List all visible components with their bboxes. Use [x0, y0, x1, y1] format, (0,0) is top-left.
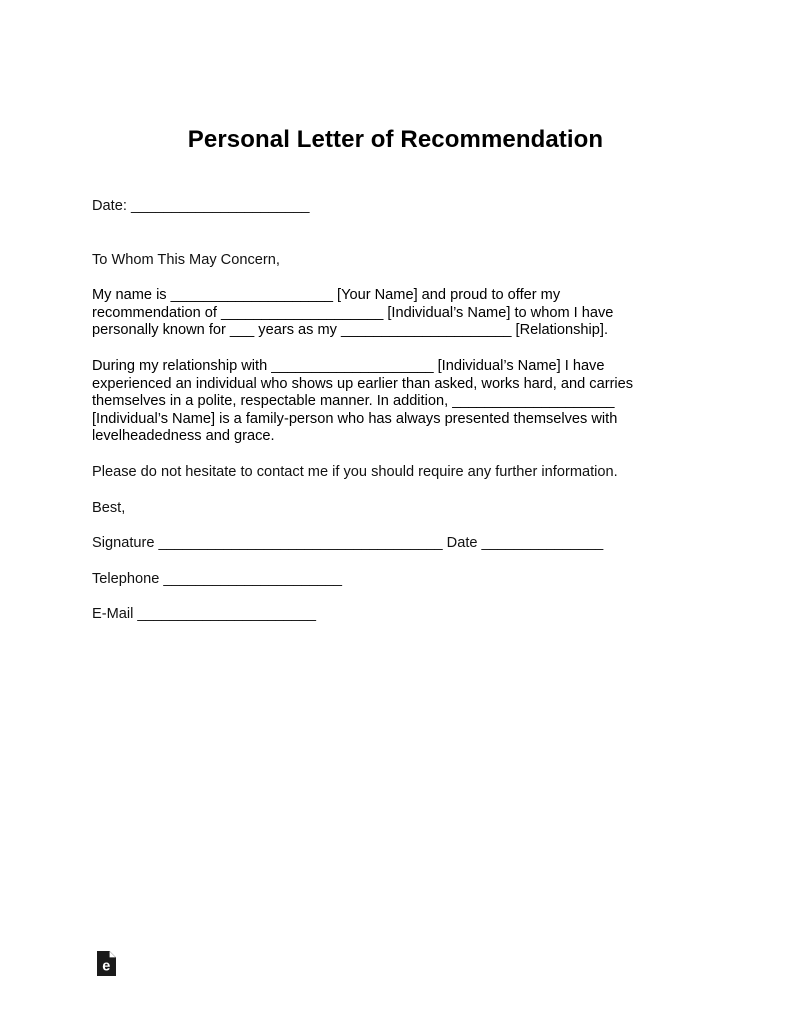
- email-blank[interactable]: ______________________: [133, 606, 316, 623]
- eforms-document-icon: [97, 951, 116, 976]
- signature-label: Signature: [92, 535, 155, 552]
- date-label: Date:: [92, 198, 127, 214]
- paragraph-introduction: My name is ____________________ [Your Name] and proud to offer my recommendation of ____________________ [Individual’s Name] to whom I have personally known for ___ years as my _____________________ [Relationship].: [92, 287, 614, 339]
- date-line: [92, 198, 672, 216]
- svg-text:e: e: [102, 958, 111, 975]
- telephone-label: Telephone: [92, 570, 160, 587]
- signature-date-blank[interactable]: _______________: [477, 535, 604, 552]
- salutation-line: To Whom This May Concern,: [92, 251, 280, 268]
- closing-request-line: Please do not hesitate to contact me if you should require any further information.: [92, 463, 618, 480]
- email-line: [92, 606, 672, 624]
- sign-off-line: Best,: [92, 499, 126, 516]
- email-label: E-Mail: [92, 606, 134, 623]
- paragraph-relationship: During my relationship with ____________________ [Individual’s Name] I have experienced an individual who shows up earlier than asked, works hard, and carries themselves in a polite, respectable manner. In addition, ____________________ [Individual’s Name] is a family-person who has always presented themselves with levelheadedness and grace.: [92, 357, 634, 445]
- letter-body: [92, 198, 672, 624]
- page-title: Personal Letter of Recommendation: [187, 126, 604, 154]
- telephone-line: [92, 571, 672, 589]
- signature-blank[interactable]: ___________________________________: [154, 535, 447, 552]
- telephone-blank[interactable]: ______________________: [159, 570, 342, 587]
- signature-date-label: Date: [446, 535, 478, 552]
- date-blank[interactable]: ______________________: [126, 198, 310, 214]
- signature-date-line: [92, 535, 672, 553]
